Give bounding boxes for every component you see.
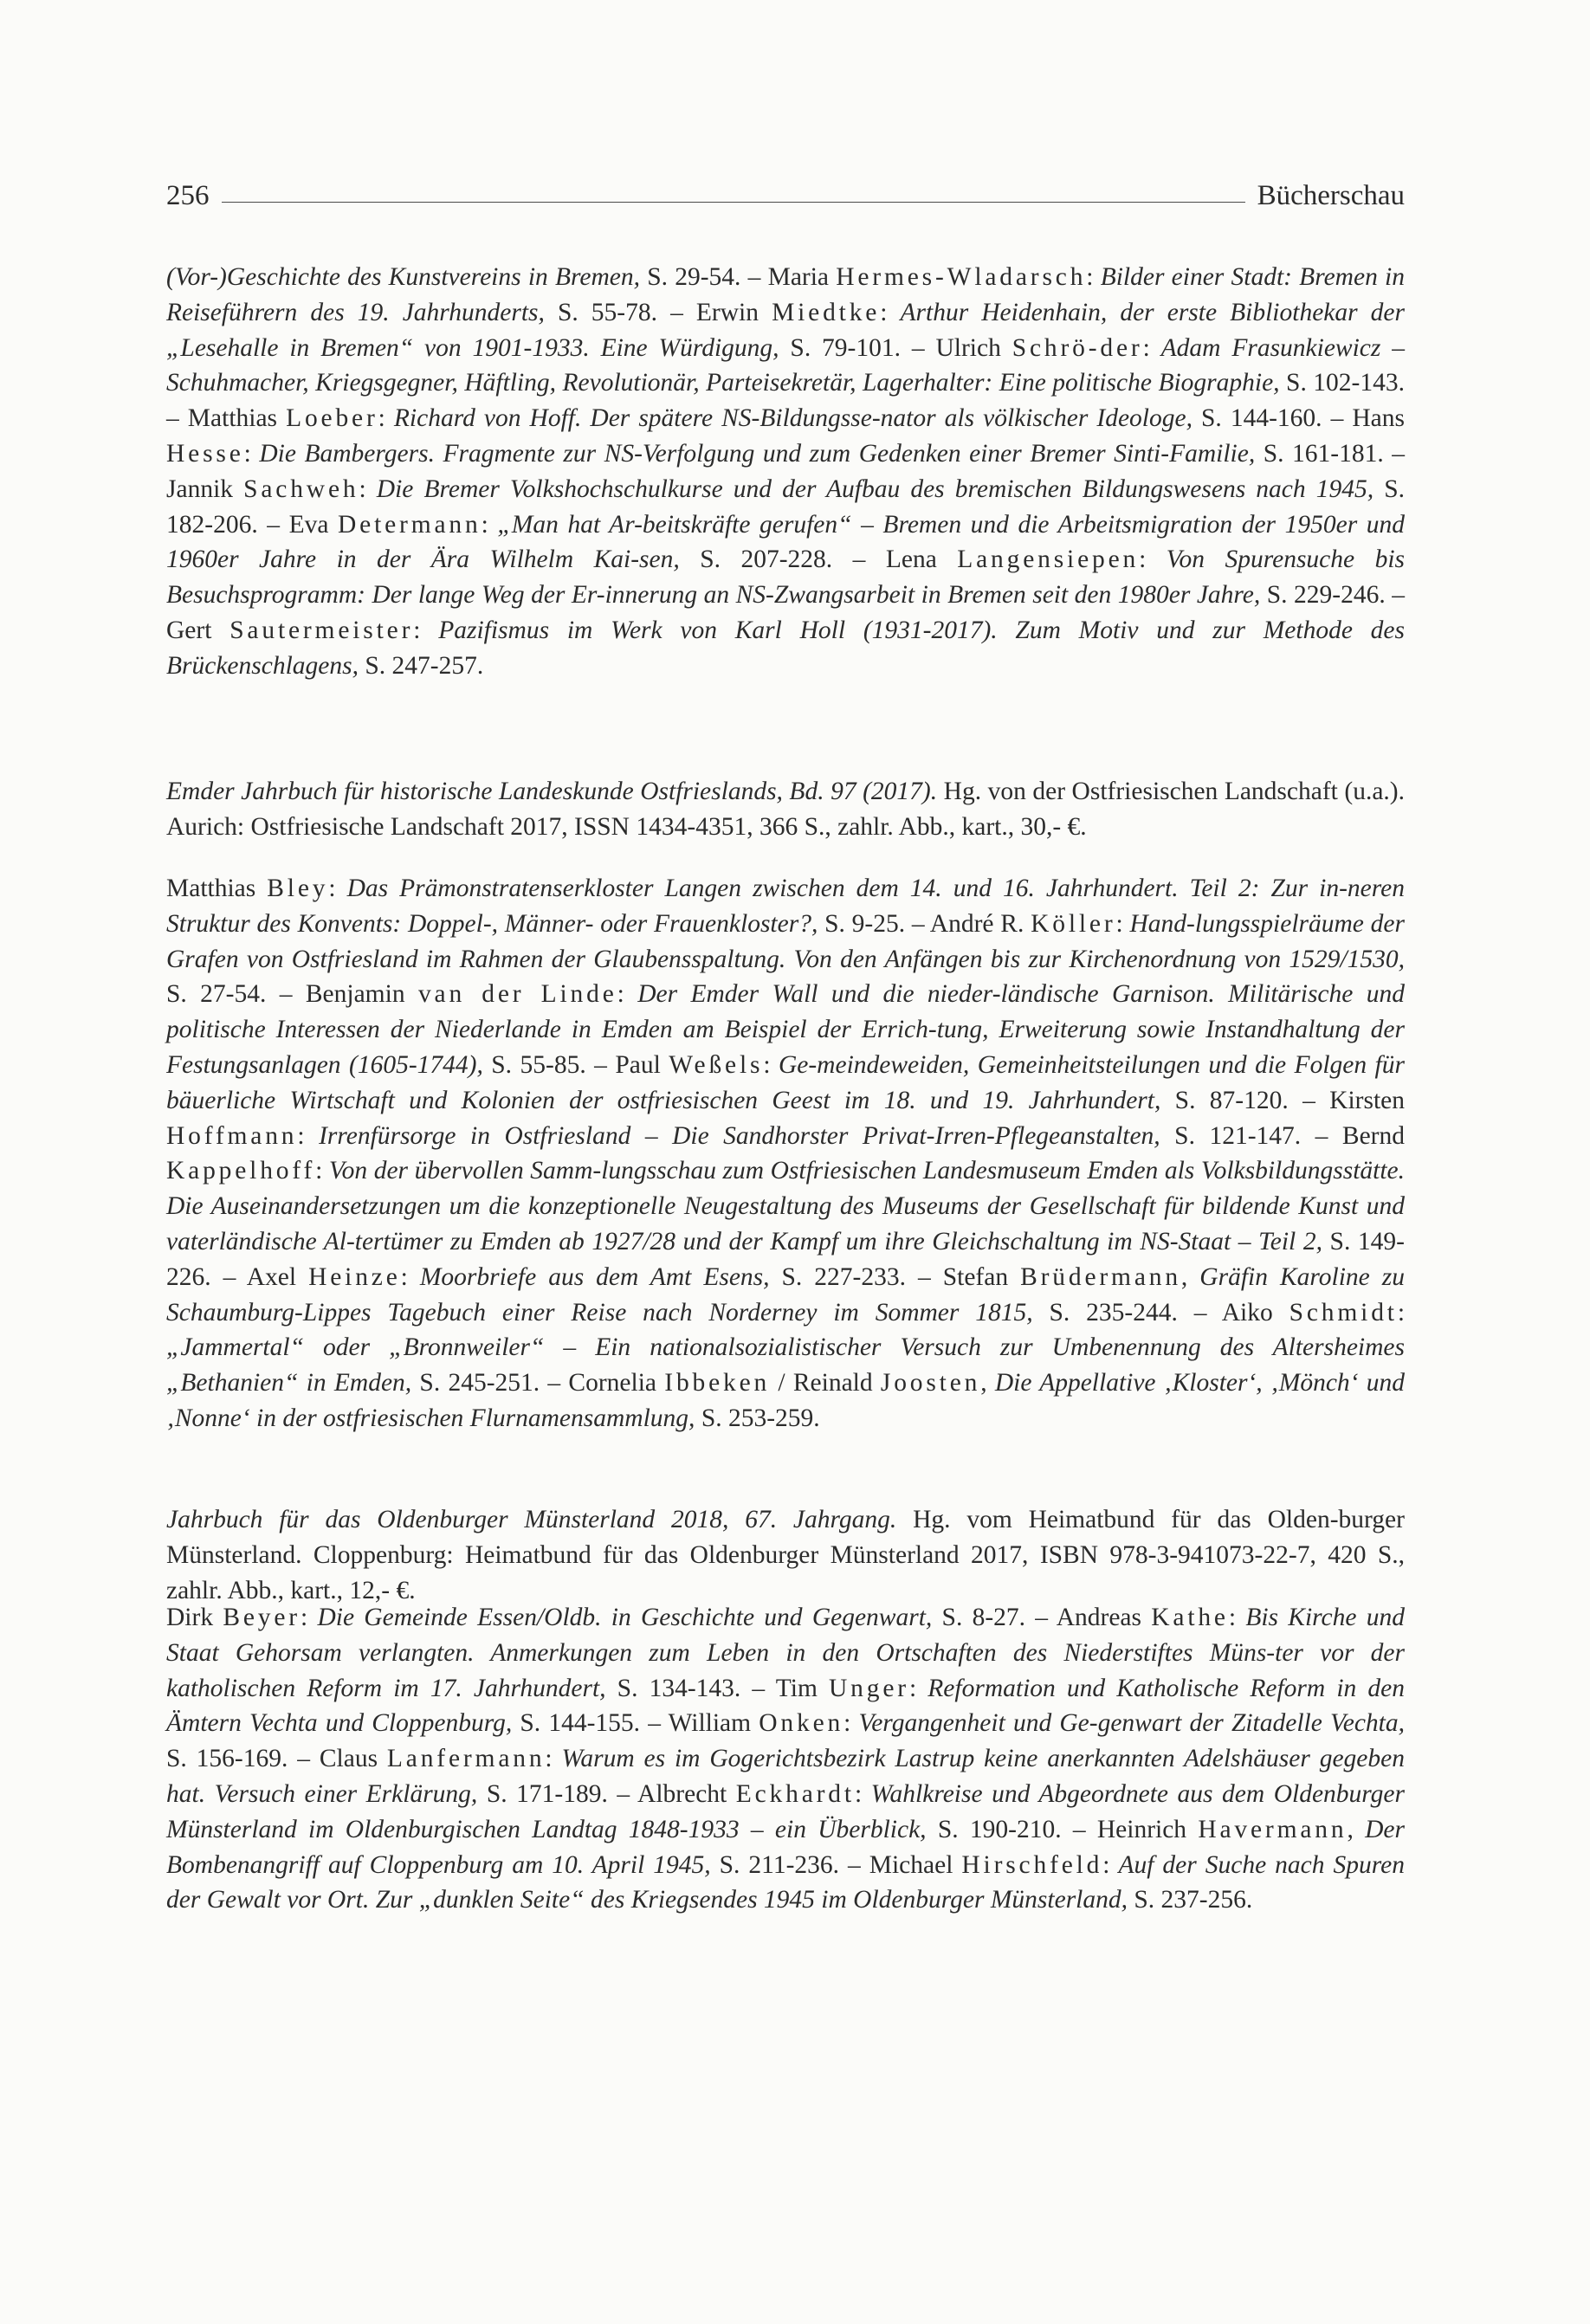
header-rule bbox=[222, 202, 1245, 203]
article-list-emder-jahrbuch: Matthias Bley: Das Prämonstratenserkloster Langen zwischen dem 14. und 16. Jahrhundert. Teil 2: Zur in-neren Struktur des Konvents: Doppel-, Männer- oder Frauenkloster?, S. 9-25. – André R. Köller: Hand-lungsspielräume der Grafen von Ostfriesland im Rahmen der Glaubensspaltung. Von den Anfängen bis zur Kirchenordnung von 1529/1530, S. 27-54. – Benjamin van der Linde: Der Emder Wall und die nieder-ländische Garnison. Militärische und politische Interessen der Niederlande in Emden am Beispiel der Errich-tung, Erweiterung sowie Instandhaltung der Festungsanlagen (1605-1744), S. 55-85. – Paul Weßels: Ge-meindeweiden, Gemeinheitsteilungen und die Folgen für bäuerliche Wirtschaft und Kolonien der ostfriesischen Geest im 18. und 19. Jahrhundert, S. 87-120. – Kirsten Hoffmann: Irrenfürsorge in Ostfriesland – Die Sandhorster Privat-Irren-Pflegeanstalten, S. 121-147. – Bernd Kappelhoff: Von der übervollen Samm-lungsschau zum Ostfriesischen Landesmuseum Emden als Volksbildungsstätte. Die Auseinandersetzungen um die konzeptionelle Neugestaltung des Museums der Gesellschaft für bildende Kunst und vaterländische Al-tertümer zu Emden ab 1927/28 und der Kampf um ihre Gleichschaltung im NS-Staat – Teil 2, S. 149-226. – Axel Heinze: Moorbriefe aus dem Amt Esens, S. 227-233. – Stefan Brüdermann, Gräfin Karoline zu Schaumburg-Lippes Tagebuch einer Reise nach Norderney im Sommer 1815, S. 235-244. – Aiko Schmidt: „Jammertal“ oder „Bronnweiler“ – Ein nationalsozialistischer Versuch zur Umbenennung des Altersheimes „Bethanien“ in Emden, S. 245-251. – Cornelia Ibbeken / Reinald Joosten, Die Appellative ‚Kloster‘, ‚Mönch‘ und ‚Nonne‘ in der ostfriesischen Flurnamensammlung, S. 253-259. bbox=[166, 875, 1406, 1432]
section-title: Bücherschau bbox=[1257, 180, 1405, 211]
entry-heading-emder-jahrbuch: Emder Jahrbuch für historische Landeskunde Ostfrieslands, Bd. 97 (2017). Hg. von der Ostfriesischen Landschaft (u.a.). Aurich: Ostfriesische Landschaft 2017, ISSN 1434-4351, 366 S., zahlr. Abb., kart., 30,- €. bbox=[166, 778, 1405, 841]
article-list-oldenburger-jahrbuch: Dirk Beyer: Die Gemeinde Essen/Oldb. in Geschichte und Gegenwart, S. 8-27. – Andreas Kathe: Bis Kirche und Staat Gehorsam verlangten. Anmerkungen zum Leben in den Ortschaften des Niederstiftes Müns-ter vor der katholischen Reform im 17. Jahrhundert, S. 134-143. – Tim Unger: Reformation und Katholische Reform in den Ämtern Vechta und Cloppenburg, S. 144-155. – William Onken: Vergangenheit und Ge-genwart der Zitadelle Vechta, S. 156-169. – Claus Lanfermann: Warum es im Gogerichtsbezirk Lastrup keine anerkannten Adelshäuser gegeben hat. Versuch einer Erklärung, S. 171-189. – Albrecht Eckhardt: Wahlkreise und Abgeordnete aus dem Oldenburger Münsterland im Oldenburgischen Landtag 1848-1933 – ein Überblick, S. 190-210. – Heinrich Havermann, Der Bombenangriff auf Cloppenburg am 10. April 1945, S. 211-236. – Michael Hirschfeld: Auf der Suche nach Spuren der Gewalt vor Ort. Zur „dunklen Seite“ des Kriegsendes 1945 im Oldenburger Münsterland, S. 237-256. bbox=[166, 1604, 1406, 1914]
entry-heading-oldenburger-jahrbuch: Jahrbuch für das Oldenburger Münsterland 2018, 67. Jahrgang. Hg. vom Heimatbund für das Olden-burger Münsterland. Cloppenburg: Heimatbund für das Oldenburger Münsterland 2017, ISBN 978-3-941073-22-7, 420 S., zahlr. Abb., kart., 12,- €. bbox=[166, 1506, 1405, 1604]
running-header bbox=[166, 170, 1405, 213]
article-list-bremen: (Vor-)Geschichte des Kunstvereins in Bremen, S. 29-54. – Maria Hermes-Wladarsch: Bilder einer Stadt: Bremen in Reiseführern des 19. Jahrhunderts, S. 55-78. – Erwin Miedtke: Arthur Heidenhain, der erste Bibliothekar der „Lesehalle in Bremen“ von 1901-1933. Eine Würdigung, S. 79-101. – Ulrich Schrö-der: Adam Frasunkiewicz – Schuhmacher, Kriegsgegner, Häftling, Revolutionär, Parteisekretär, Lagerhalter: Eine politische Biographie, S. 102-143. – Matthias Loeber: Richard von Hoff. Der spätere NS-Bildungsse-nator als völkischer Ideologe, S. 144-160. – Hans Hesse: Die Bambergers. Fragmente zur NS-Verfolgung und zum Gedenken einer Bremer Sinti-Familie, S. 161-181. – Jannik Sachweh: Die Bremer Volkshochschulkurse und der Aufbau des bremischen Bildungswesens nach 1945, S. 182-206. – Eva Determann: „Man hat Ar-beitskräfte gerufen“ – Bremen und die Arbeitsmigration der 1950er und 1960er Jahre in der Ära Wilhelm Kai-sen, S. 207-228. – Lena Langensiepen: Von Spurensuche bis Besuchsprogramm: Der lange Weg der Er-innerung an NS-Zwangsarbeit in Bremen seit den 1980er Jahre, S. 229-246. – Gert Sautermeister: Pazifismus im Werk von Karl Holl (1931-2017). Zum Motiv und zur Methode des Brückenschlagens, S. 247-257. bbox=[166, 263, 1406, 680]
page-number: 256 bbox=[166, 180, 210, 211]
